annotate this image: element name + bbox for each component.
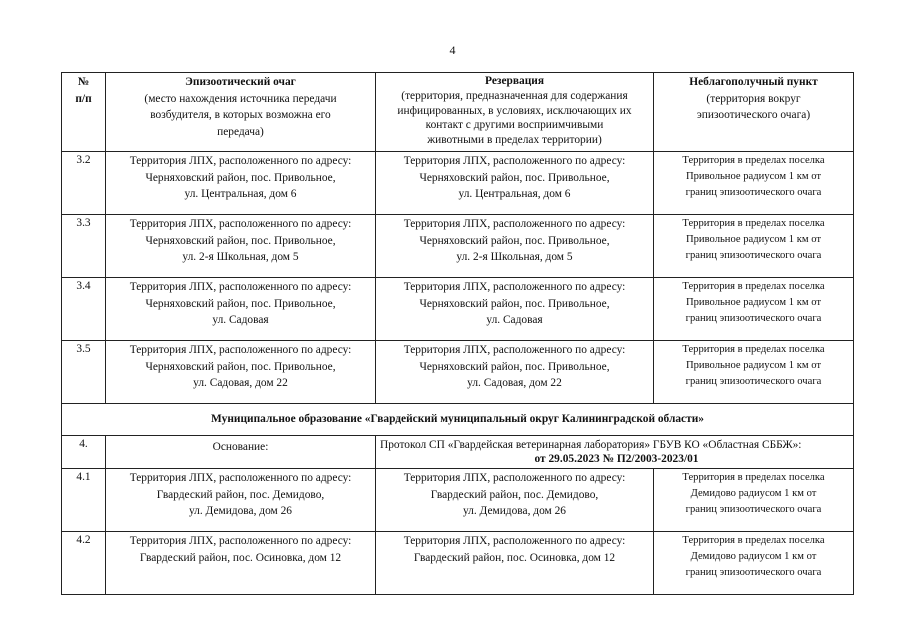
point-line: границ эпизоотического очага [685, 312, 822, 324]
reserve-cell [376, 152, 654, 215]
reserve-line: Черняховский район, пос. Привольное, [419, 360, 610, 373]
point-line: Демидово радиусом 1 км от [690, 487, 817, 499]
focus-line: Территория ЛПХ, расположенного по адресу: [129, 344, 352, 356]
point-line: Демидово радиусом 1 км от [690, 550, 817, 562]
table-row [62, 215, 854, 278]
reserve-line: Территория ЛПХ, расположенного по адресу: [403, 218, 626, 230]
header-num-line: № [77, 76, 90, 88]
page-number: 4 [449, 43, 456, 57]
point-line: Привольное радиусом 1 км от [685, 233, 821, 245]
table-header-row [62, 73, 854, 152]
table-row [62, 341, 854, 404]
focus-line: Черняховский район, пос. Привольное, [145, 234, 336, 247]
header-reserve-desc: контакт с другими восприимчивыми [425, 119, 604, 132]
focus-cell [106, 532, 376, 595]
focus-line: ул. 2-я Школьная, дом 5 [182, 251, 299, 263]
header-reserve-desc: (территория, предназначенная для содержания [401, 89, 628, 102]
point-line: Территория в пределах поселка [682, 281, 825, 292]
header-focus-desc: передача) [217, 125, 264, 138]
reserve-line: Гвардеский район, пос. Осиновка, дом 12 [413, 551, 616, 564]
reserve-cell [376, 278, 654, 341]
municipality-row [62, 404, 854, 436]
focus-line: ул. Садовая [212, 314, 269, 326]
focus-line: Черняховский район, пос. Привольное, [145, 297, 336, 310]
focus-cell [106, 341, 376, 404]
point-cell [654, 278, 854, 341]
point-line: Привольное радиусом 1 км от [685, 296, 821, 308]
focus-cell [106, 469, 376, 532]
point-line: границ эпизоотического очага [685, 566, 822, 578]
point-line: Привольное радиусом 1 км от [685, 359, 821, 371]
header-num-line: п/п [75, 92, 92, 105]
focus-cell [106, 215, 376, 278]
reserve-line: Территория ЛПХ, расположенного по адресу: [403, 155, 626, 167]
header-focus-title: Эпизоотический очаг [185, 76, 296, 88]
header-focus-cell [106, 73, 376, 152]
focus-line: Гвардеский район, пос. Осиновка, дом 12 [139, 551, 342, 564]
header-reserve-cell [376, 73, 654, 152]
reserve-cell [376, 469, 654, 532]
table-row [62, 152, 854, 215]
reserve-line: ул. 2-я Школьная, дом 5 [456, 251, 573, 263]
row-number: 3.4 [62, 278, 106, 341]
reserve-line: Гвардеский район, пос. Демидово, [430, 488, 599, 501]
row-number: 4.1 [62, 469, 106, 532]
header-focus-desc: (место нахождения источника передачи [144, 92, 337, 105]
reserve-cell [376, 532, 654, 595]
point-line: границ эпизоотического очага [685, 503, 822, 515]
point-line: Привольное радиусом 1 км от [685, 170, 821, 182]
header-focus-desc: возбудителя, в которых возможна его [150, 109, 331, 121]
focus-line: Черняховский район, пос. Привольное, [145, 171, 336, 184]
header-reserve-desc: инфицированных, в условиях, исключающих их [397, 104, 632, 117]
reserve-cell [376, 341, 654, 404]
reserve-line: Территория ЛПХ, расположенного по адресу: [403, 344, 626, 356]
header-reserve-title: Резервация [485, 75, 544, 87]
basis-num: 4. [62, 436, 106, 469]
focus-line: Территория ЛПХ, расположенного по адресу: [129, 155, 352, 167]
reserve-line: ул. Демидова, дом 26 [462, 505, 567, 517]
reserve-line: Черняховский район, пос. Привольное, [419, 297, 610, 310]
point-cell [654, 532, 854, 595]
point-cell [654, 152, 854, 215]
table-row [62, 278, 854, 341]
header-reserve-desc: животными в пределах территории) [427, 134, 602, 147]
header-point-title: Неблагополучный пункт [689, 76, 818, 88]
point-line: Территория в пределах поселка [682, 155, 825, 166]
point-line: границ эпизоотического очага [685, 249, 822, 261]
focus-cell [106, 152, 376, 215]
focus-line: ул. Садовая, дом 22 [193, 377, 288, 389]
row-number: 3.3 [62, 215, 106, 278]
point-line: границ эпизоотического очага [685, 186, 822, 198]
reserve-line: Территория ЛПХ, расположенного по адресу: [403, 535, 626, 547]
reserve-line: Черняховский район, пос. Привольное, [419, 171, 610, 184]
focus-line: Территория ЛПХ, расположенного по адресу: [129, 535, 352, 547]
basis-label: Основание: [106, 436, 376, 469]
header-num-cell [62, 73, 106, 152]
reserve-cell [376, 215, 654, 278]
point-line: границ эпизоотического очага [685, 375, 822, 387]
row-number: 3.2 [62, 152, 106, 215]
focus-line: Территория ЛПХ, расположенного по адресу: [129, 218, 352, 230]
focus-line: Черняховский район, пос. Привольное, [145, 360, 336, 373]
point-line: Территория в пределах поселка [682, 472, 825, 483]
row-number: 3.5 [62, 341, 106, 404]
point-cell [654, 341, 854, 404]
municipality-heading: Муниципальное образование «Гвардейский муниципальный округ Калининградской области» [62, 404, 854, 436]
epizootic-table [61, 72, 854, 595]
header-point-cell [654, 73, 854, 152]
focus-line: Гвардеский район, пос. Демидово, [156, 488, 325, 501]
focus-line: ул. Центральная, дом 6 [184, 188, 297, 200]
table-row [62, 469, 854, 532]
table-row [62, 532, 854, 595]
reserve-line: Территория ЛПХ, расположенного по адресу: [403, 281, 626, 293]
reserve-line: ул. Садовая, дом 22 [467, 377, 562, 389]
header-point-desc: эпизоотического очага) [696, 109, 811, 121]
reserve-line: Территория ЛПХ, расположенного по адресу: [403, 472, 626, 484]
focus-line: ул. Демидова, дом 26 [188, 505, 293, 517]
reserve-line: ул. Садовая [486, 314, 543, 326]
protocol-ref: от 29.05.2023 № П2/2003-2023/01 [534, 453, 699, 465]
point-line: Территория в пределах поселка [682, 218, 825, 229]
focus-line: Территория ЛПХ, расположенного по адресу: [129, 281, 352, 293]
row-number: 4.2 [62, 532, 106, 595]
reserve-line: Черняховский район, пос. Привольное, [419, 234, 610, 247]
point-cell [654, 469, 854, 532]
basis-row [62, 436, 854, 469]
basis-protocol [376, 436, 854, 469]
focus-cell [106, 278, 376, 341]
header-point-desc: (территория вокруг [706, 92, 801, 105]
point-cell [654, 215, 854, 278]
protocol-line: Протокол СП «Гвардейская ветеринарная лаборатория» ГБУВ КО «Областная СББЖ»: [380, 439, 802, 451]
point-line: Территория в пределах поселка [682, 535, 825, 546]
point-line: Территория в пределах поселка [682, 344, 825, 355]
reserve-line: ул. Центральная, дом 6 [458, 188, 571, 200]
focus-line: Территория ЛПХ, расположенного по адресу: [129, 472, 352, 484]
